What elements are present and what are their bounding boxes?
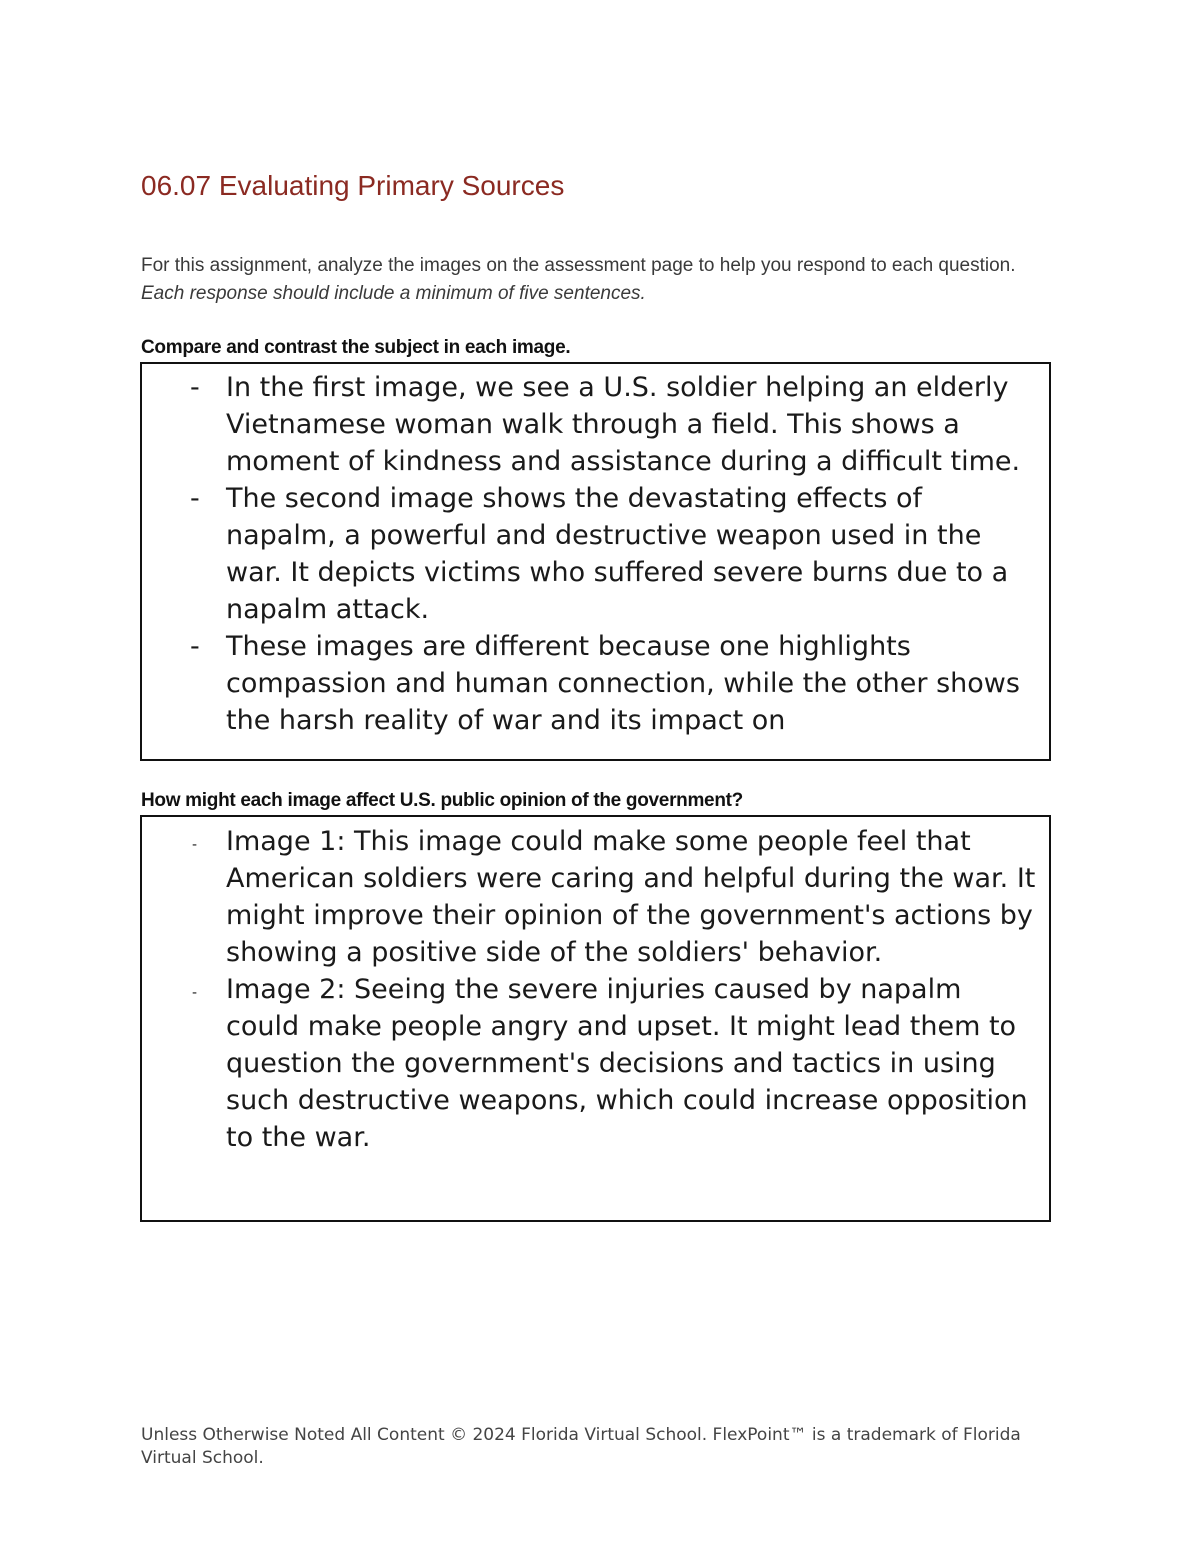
dash-bullet: - xyxy=(190,372,200,403)
question-2-prompt: How might each image affect U.S. public opinion of the government? xyxy=(141,790,743,811)
answer-text: These images are different because one highlights compassion and human connection, while the other shows the harsh reality of war and its impact on xyxy=(226,631,1020,736)
list-item xyxy=(142,628,1049,739)
dash-bullet: - xyxy=(192,985,198,1001)
dash-bullet: - xyxy=(190,631,200,662)
list-item xyxy=(142,971,1049,1156)
answer-text: The second image shows the devastating effects of napalm, a powerful and destructive weapon used in the war. It depicts victims who suffered severe burns due to a napalm attack. xyxy=(226,483,1009,625)
answer-list-1 xyxy=(142,364,1049,739)
answer-text: In the first image, we see a U.S. soldier helping an elderly Vietnamese woman walk through a field. This shows a moment of kindness and assistance during a difficult time. xyxy=(226,372,1021,477)
answer-list-2 xyxy=(142,817,1049,1156)
dash-bullet: - xyxy=(192,837,198,853)
page-title: 06.07 Evaluating Primary Sources xyxy=(141,170,565,201)
instructions-emphasis: Each response should include a minimum of five sentences. xyxy=(141,283,646,304)
answer-text: Image 2: Seeing the severe injuries caused by napalm could make people angry and upset. It might lead them to question the government's decisions and tactics in using such destructive weapons, which could increase opposition to the war. xyxy=(226,974,1028,1153)
dash-bullet: - xyxy=(190,483,200,514)
answer-box-1[interactable] xyxy=(140,362,1051,761)
footer-copyright: Unless Otherwise Noted All Content © 2024 Florida Virtual School. FlexPoint™ is a trademark of Florida Virtual School. xyxy=(141,1425,1021,1468)
instructions-text: For this assignment, analyze the images on the assessment page to help you respond to each question. xyxy=(141,255,1016,276)
instructions xyxy=(141,252,1061,308)
question-1-prompt: Compare and contrast the subject in each image. xyxy=(141,337,571,358)
answer-text: Image 1: This image could make some people feel that American soldiers were caring and helpful during the war. It might improve their opinion of the government's actions by showing a positive side of the soldiers' behavior. xyxy=(226,826,1036,968)
list-item xyxy=(142,480,1049,628)
list-item xyxy=(142,369,1049,480)
answer-box-2[interactable] xyxy=(140,815,1051,1222)
list-item xyxy=(142,823,1049,971)
